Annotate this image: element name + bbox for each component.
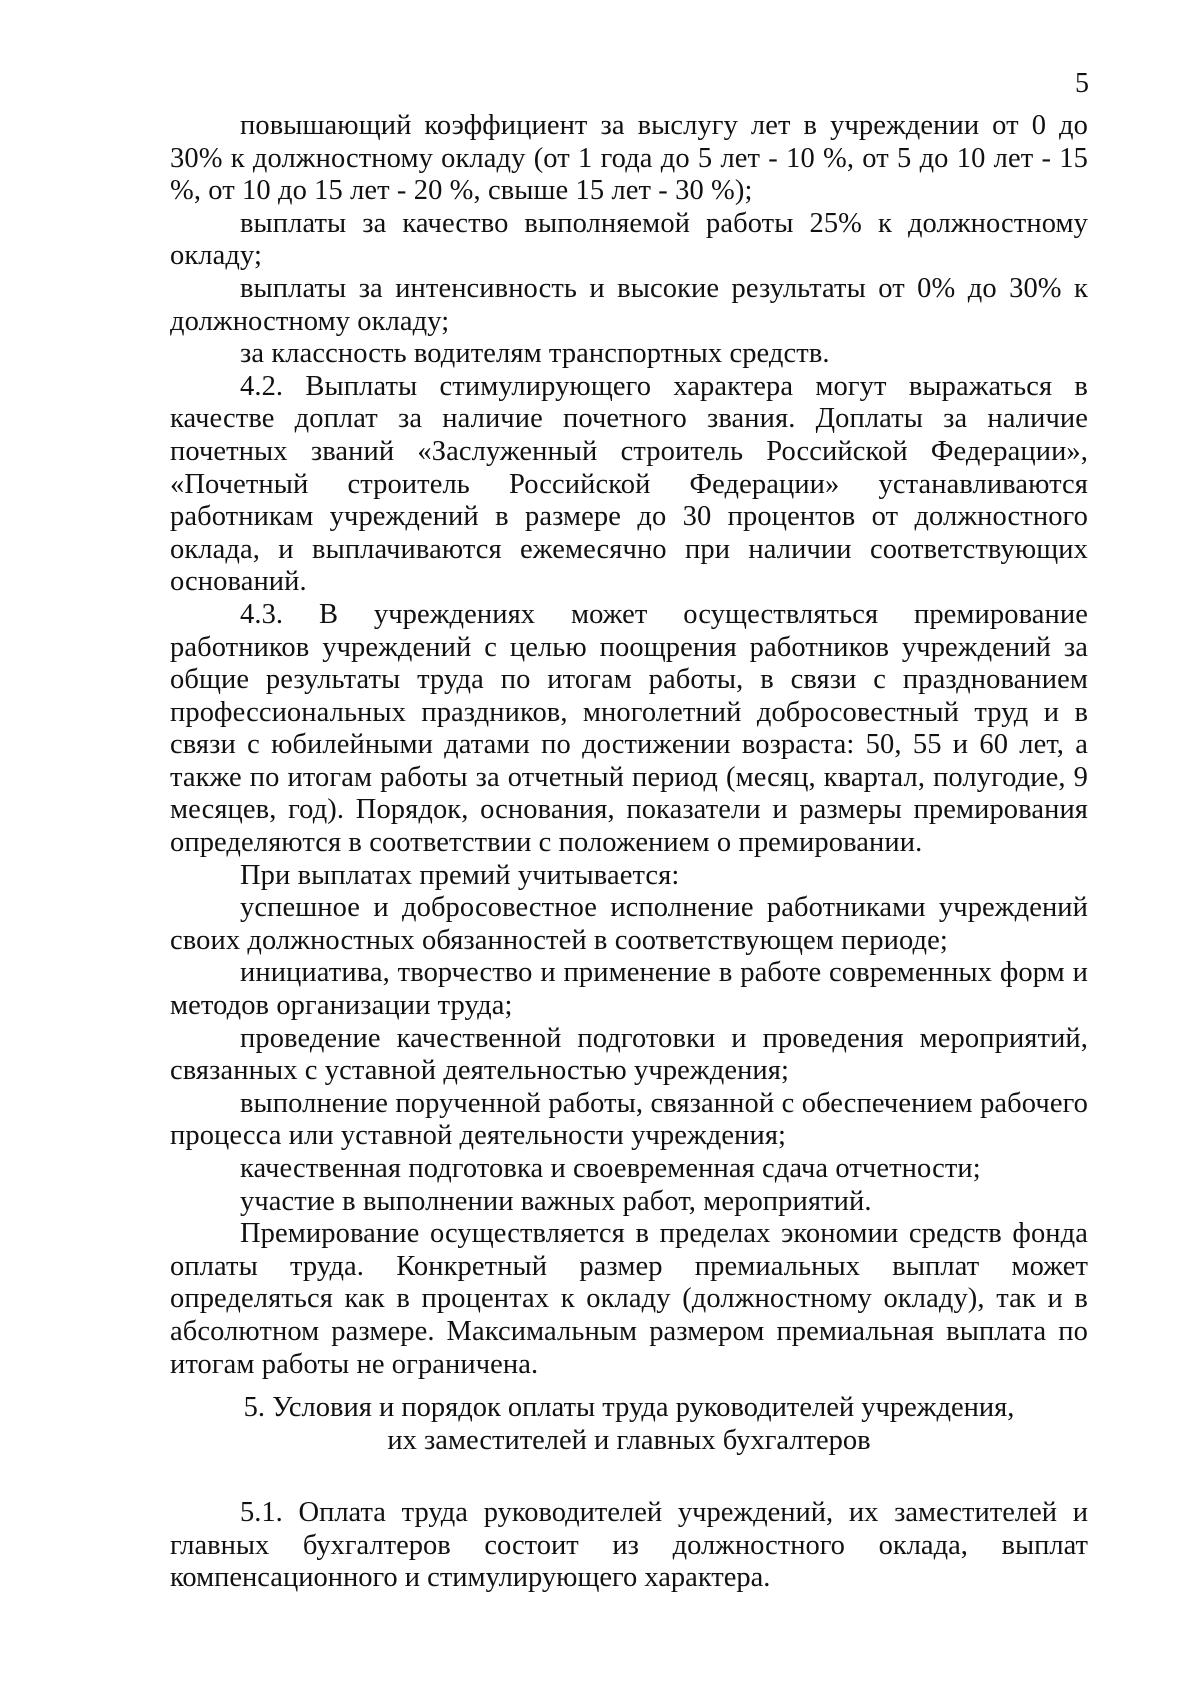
section-text — [170, 1497, 1088, 1595]
paragraph: участие в выполнении важных работ, мероприятий. — [240, 1185, 872, 1217]
page-number: 5 — [1075, 68, 1089, 99]
paragraph: Премирование осуществляется в пределах экономии средств фонда оплаты труда. Конкретный размер премиальных выплат может определяться как в процентах к окладу (должностному окладу), так и в абсолютном размере. Максимальным размером премиальная выплата по итогам работы не ограничена. — [170, 1218, 1088, 1380]
paragraph: выполнение порученной работы, связанной с обеспечением рабочего процесса или уставной деятельности учреждения; — [170, 1087, 1088, 1152]
section-heading-line: их заместителей и главных бухгалтеров — [387, 1424, 871, 1456]
section-heading — [170, 1392, 1088, 1457]
paragraph: проведение качественной подготовки и проведения мероприятий, связанных с уставной деятельностью учреждения; — [170, 1022, 1088, 1087]
paragraph: 4.3. В учреждениях может осуществляться премирование работников учреждений с целью поощрения работников учреждений за общие результаты труда по итогам работы, в связи с празднованием профессиональных праздников, многолетний добросовестный труд и в связи с юбилейными датами по достижении возраста: 50, 55 и 60 лет, а также по итогам работы за отчетный период (месяц, квартал, полугодие, 9 месяцев, год). Порядок, основания, показатели и размеры премирования определяются в соответствии с положением о премировании. — [170, 598, 1088, 859]
paragraph: успешное и добросовестное исполнение работниками учреждений своих должностных обязанностей в соответствующем периоде; — [170, 892, 1088, 956]
paragraph: инициатива, творчество и применение в работе современных форм и методов организации труда; — [170, 957, 1088, 1022]
section-heading-line: 5. Условия и порядок оплаты труда руководителей учреждения, — [243, 1392, 1015, 1423]
paragraph: за классность водителям транспортных средств. — [240, 338, 830, 370]
paragraph: 4.2. Выплаты стимулирующего характера могут выражаться в качестве доплат за наличие почетного звания. Доплаты за наличие почетных званий «Заслуженный строитель Российской Федерации», «Почетный строитель Российской Федерации» устанавливаются работникам учреждений в размере до 30 процентов от должностного оклада, и выплачиваются ежемесячно при наличии соответствующих оснований. — [170, 370, 1088, 598]
paragraph: повышающий коэффициент за выслугу лет в учреждении от 0 до 30% к должностному окладу (от 1 года до 5 лет - 10 %, от 5 до 10 лет - 15 %, от 10 до 15 лет - 20 %, свыше 15 лет - 30 %); — [170, 110, 1088, 207]
paragraph: выплаты за качество выполняемой работы 25% к должностному окладу; — [170, 207, 1088, 272]
paragraph: При выплатах премий учитывается: — [240, 859, 680, 891]
paragraph: 5.1. Оплата труда руководителей учреждений, их заместителей и главных бухгалтеров состоит из должностного оклада, выплат компенсационного и стимулирующего характера. — [170, 1497, 1088, 1594]
paragraph: качественная подготовка и своевременная сдача отчетности; — [240, 1153, 981, 1184]
body-text — [170, 110, 1088, 1381]
paragraph: выплаты за интенсивность и высокие результаты от 0% до 30% к должностному окладу; — [170, 272, 1088, 337]
